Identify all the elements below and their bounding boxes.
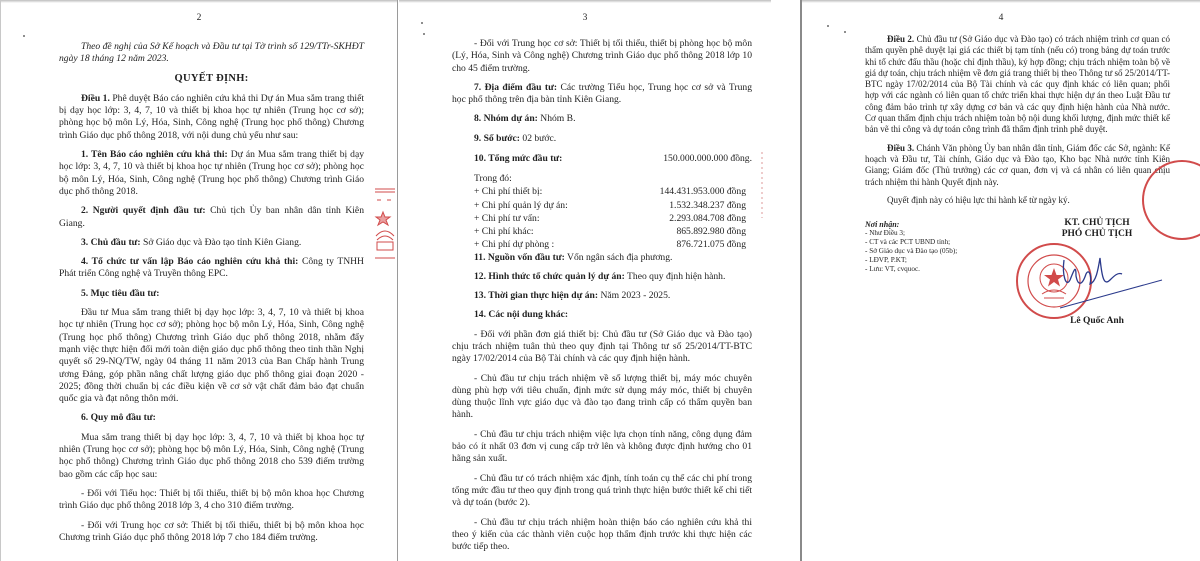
item-4 xyxy=(59,256,364,281)
document-page-2 xyxy=(0,0,398,561)
cost-row xyxy=(452,199,752,212)
total-investment-label: 10. Tổng mức đầu tư: xyxy=(474,153,563,165)
item-3-text: Sở Giáo dục và Đào tạo tỉnh Kiên Giang. xyxy=(143,236,302,248)
item-9-label: 9. Số bước: xyxy=(474,132,520,144)
article-1-text: Phê duyệt Báo cáo nghiên cứu khả thi Dự án Mua sắm trang thiết bị dạy học lớp: 3, 4, 7, 10 và thiết bị khoa học tự nhiên (Trung học cơ sở); phòng học bộ môn Lý, Hóa, Sinh, Công nghệ (Trung học phổ thông) Chương trình Giáo dục phổ thông 2018, với nội dung chủ yếu như sau: xyxy=(59,92,365,141)
item-4-text: Công ty TNHH Phát triển Công nghệ và Truyền thông EPC. xyxy=(59,256,364,280)
cost-value: 144.431.953.000 đồng xyxy=(659,186,746,198)
page-4-body xyxy=(865,34,1170,206)
recipient: - Như Điều 3; xyxy=(865,229,906,237)
item-2-text: Chủ tịch Ủy ban nhân dân tỉnh Kiên Giang. xyxy=(59,205,364,229)
scan-speck xyxy=(844,31,846,33)
cost-value: 865.892.980 đồng xyxy=(676,226,746,238)
item-6-text: Mua sắm trang thiết bị dạy học lớp: 3, 4, 7, 10 và thiết bị khoa học tự nhiên (Trung học cơ sở); phòng học bộ môn Lý, Hóa, Sinh, Công nghệ (Trung học phổ thông) Chương trình Giáo dục phổ thông 2018 cho 539 điểm trường bao gồm các cấp học sau: xyxy=(59,431,364,480)
cost-row xyxy=(452,212,752,225)
item-6-bullet-2: - Đối với Trung học cơ sở: Thiết bị tối thiểu, thiết bị bộ môn khoa học Chương trình Giáo dục phổ thông 2018 lớp 7 cho 184 điểm trường. xyxy=(59,519,364,543)
cost-value: 1.532.348.237 đồng xyxy=(669,199,746,211)
item-8-text: Nhóm B. xyxy=(540,113,576,125)
signer-name: Lê Quốc Anh xyxy=(1070,316,1124,326)
cost-label: + Chi phí tư vấn: xyxy=(474,212,540,224)
item-11 xyxy=(452,252,752,264)
cost-label: + Chi phí dự phòng : xyxy=(474,239,555,251)
page-number: 2 xyxy=(196,13,202,23)
breakdown-intro: Trong đó: xyxy=(474,173,512,185)
recipient: - Lưu: VT, cvquoc. xyxy=(865,265,920,273)
scan-speck xyxy=(23,35,25,37)
article-1 xyxy=(59,93,364,142)
recipients-title: Nơi nhận: xyxy=(865,220,900,229)
scan-speck xyxy=(423,33,425,35)
item-13-text: Năm 2023 - 2025. xyxy=(600,290,671,302)
item-11-text: Vốn ngân sách địa phương. xyxy=(567,251,673,263)
cost-label: + Chi phí quản lý dự án: xyxy=(474,199,568,211)
scan-speck xyxy=(827,25,829,27)
cost-label: + Chi phí khác: xyxy=(474,226,534,238)
effective-clause: Quyết định này có hiệu lực thi hành kể từ ngày ký. xyxy=(887,194,1070,205)
document-page-4 xyxy=(800,0,1200,561)
sign-line-1: KT. CHỦ TỊCH xyxy=(1064,218,1130,228)
document-page-3 xyxy=(399,0,771,561)
article-3-label: Điều 3. xyxy=(887,142,915,153)
item-1-label: 1. Tên Báo cáo nghiên cứu khả thi: xyxy=(81,149,228,161)
decision-heading: QUYẾT ĐỊNH: xyxy=(174,72,249,84)
item-7-text: Các trường Tiểu học, Trung học cơ sở và Trung học phổ thông trên địa bàn tỉnh Kiên Giang. xyxy=(452,81,752,106)
item-13-label: 13. Thời gian thực hiện dự án: xyxy=(474,290,599,302)
item-12-text: Theo quy định hiện hành. xyxy=(627,270,726,282)
article-2 xyxy=(865,34,1170,136)
item-9 xyxy=(452,133,752,145)
page-2-body xyxy=(59,41,364,551)
item-14-bullet: - Chủ đầu tư chịu trách nhiệm việc lựa chọn tính năng, công dụng đảm bảo có ít nhất 03 đơn vị cung cấp trở lên và không được định hướng cho 01 hãng sản xuất. xyxy=(452,428,752,465)
recipients-list xyxy=(865,220,1015,274)
item-12 xyxy=(452,271,752,283)
cost-row xyxy=(452,238,752,251)
article-1-label: Điều 1. xyxy=(81,92,110,104)
item-14-label: 14. Các nội dung khác: xyxy=(474,309,569,321)
cost-row xyxy=(452,185,752,198)
item-14-bullet: - Chủ đầu tư có trách nhiệm xác định, tính toán cụ thể các chi phí trong tổng mức đầu tư theo quy định trong quá trình thực hiện bước thiết kế chi tiết và dự toán (bước 2). xyxy=(452,472,752,509)
page-3-body xyxy=(452,38,752,560)
page-edge-shadow xyxy=(802,0,1200,3)
sign-line-2: PHÓ CHỦ TỊCH xyxy=(1061,229,1133,239)
recipient: - CT và các PCT UBND tỉnh; xyxy=(865,238,951,246)
page-number: 3 xyxy=(582,13,588,23)
cost-value: 876.721.075 đồng xyxy=(676,239,746,251)
item-5-label: 5. Mục tiêu đầu tư: xyxy=(81,287,160,299)
item-7 xyxy=(452,82,752,107)
cost-value: 2.293.084.708 đồng xyxy=(669,212,746,224)
item-8 xyxy=(452,113,752,125)
item-1 xyxy=(59,149,364,198)
item-3 xyxy=(59,237,364,249)
page-margin-annotation-icon xyxy=(759,150,765,220)
page-number: 4 xyxy=(998,13,1004,23)
article-2-text: Chủ đầu tư (Sở Giáo dục và Đào tạo) có trách nhiệm trình cơ quan có thẩm quyền phê duyệt lại giá các thiết bị tạm tính (nếu có) trong bảng dự toán trước khi tổ chức đấu thầu (hoặc chỉ định thầu), ký hợp đồng; chịu trách nhiệm toàn bộ về giá dự toán, chịu trách nhiệm về đơn giá trang thiết bị theo Thông tư số 25/2014/TT-BTC ngày 17/02/2014 của Bộ Tài chính và các quy định khác có liên quan; phối hợp với các ngành có liên quan tổ chức triển khai thực hiện dự án theo Luật Đầu tư công đảm bảo trình tự xây dựng cơ bản và các quy định hiện hành của Nhà nước. Cơ quan thẩm định chịu trách nhiệm toàn bộ nội dung khối lượng, định mức thiết kế bản vẽ thi công và dự toán công trình đã thẩm định trình phê duyệt. xyxy=(865,34,1170,135)
item-7-label: 7. Địa điểm đầu tư: xyxy=(474,81,558,93)
item-2-label: 2. Người quyết định đầu tư: xyxy=(81,205,206,217)
seal-stamp-edge-icon xyxy=(373,186,397,262)
item-5-text: Đầu tư Mua sắm trang thiết bị dạy học lớp: 3, 4, 7, 10 và thiết bị khoa học tự nhiên (Trung học cơ sở); phòng học bộ môn Lý, Hóa, Sinh, Công nghệ (Trung học phổ thông) Chương trình Giáo dục phổ thông 2018, nhằm đẩy mạnh việc thực hiện đổi mới toàn diện giáo dục phổ thông theo tinh thần Nghị quyết số 29-NQ/TW, ngày 04 tháng 11 năm 2013 của Ban Chấp hành Trung ương Đảng, góp phần nâng chất lượng giáo dục phổ thông giai đoạn 2020 - 2025; đồng thời chuẩn bị các điều kiện về cơ sở vật chất đảm bảo đạt chuẩn quốc gia và đạt nông thôn mới. xyxy=(59,307,364,405)
item-14-bullet: - Đối với phần đơn giá thiết bị: Chủ đầu tư (Sở Giáo dục và Đào tạo) chịu trách nhiệm tuân thủ theo quy định tại Thông tư số 25/2014/TT-BTC ngày 17/02/2014 của Bộ Tài chính và các quy định hiện hành. xyxy=(452,328,752,365)
page-gap xyxy=(771,0,800,561)
item-8-label: 8. Nhóm dự án: xyxy=(474,113,538,125)
total-investment-row xyxy=(452,152,752,165)
item-1-text: Dự án Mua sắm trang thiết bị dạy học lớp: 3, 4, 7, 10 và thiết bị khoa học tự nhiên (Trung học cơ sở); phòng học bộ môn Lý, Hóa, Sinh, Công nghệ (Trung học phổ thông) Chương trình Giáo dục phổ thông 2018. xyxy=(59,149,364,197)
signature-icon xyxy=(1052,250,1192,310)
item-11-label: 11. Nguồn vốn đầu tư: xyxy=(474,251,565,263)
item-2 xyxy=(59,205,364,230)
item-3-label: 3. Chủ đầu tư: xyxy=(81,236,141,248)
item-9-text: 02 bước. xyxy=(522,132,557,144)
cost-label: + Chi phí thiết bị: xyxy=(474,186,543,198)
item-12-label: 12. Hình thức tổ chức quản lý dự án: xyxy=(474,270,625,282)
article-2-label: Điều 2. xyxy=(887,34,915,44)
article-3 xyxy=(865,143,1170,188)
item-13 xyxy=(452,290,752,302)
page-edge-shadow xyxy=(1,0,397,3)
recipient: - Sở Giáo dục và Đào tạo (05b); xyxy=(865,247,958,255)
recipient: - LĐVP, P.KT; xyxy=(865,256,907,264)
total-investment-value: 150.000.000.000 đồng. xyxy=(663,153,752,165)
item-14-bullet: - Chủ đầu tư chịu trách nhiệm hoàn thiện báo cáo nghiên cứu khả thi theo ý kiến của các thành viên cuộc họp thẩm định trước khi thực hiện các bước tiếp theo. xyxy=(452,516,752,553)
cost-row xyxy=(452,225,752,238)
preamble: Theo đề nghị của Sở Kế hoạch và Đầu tư tại Tờ trình số 129/TTr-SKHĐT ngày 18 tháng 12 năm 2023. xyxy=(59,41,364,65)
item-4-label: 4. Tổ chức tư vấn lập Báo cáo nghiên cứu khả thi: xyxy=(81,256,299,268)
article-3-text: Chánh Văn phòng Ủy ban nhân dân tỉnh, Giám đốc các Sở, ngành: Kế hoạch và Đầu tư, Tài chính, Giáo dục và Đào tạo, Kho bạc Nhà nước tỉnh Kiên Giang; Giám đốc (Thủ trưởng) các cơ quan, đơn vị và cá nhân có liên quan chịu trách nhiệm thi hành Quyết định này. xyxy=(865,142,1171,187)
page-edge-shadow xyxy=(399,0,771,3)
item-6-bullet-1: - Đối với Tiểu học: Thiết bị tối thiểu, thiết bị bộ môn khoa học Chương trình Giáo dục phổ thông 2018 lớp 3, 4 cho 310 điểm trường. xyxy=(59,487,364,512)
item-6-label: 6. Quy mô đầu tư: xyxy=(81,412,156,424)
bullet-continued: - Đối với Trung học cơ sở: Thiết bị tối thiểu, thiết bị phòng học bộ môn (Lý, Hóa, Sinh và Công nghệ) Chương trình Giáo dục phổ thông 2018 lớp 10 cho 45 điểm trường. xyxy=(452,38,752,74)
item-14-bullet: - Chủ đầu tư chịu trách nhiệm về số lượng thiết bị, máy móc chuyên dùng phù hợp với tiêu chuẩn, định mức sử dụng máy móc, thiết bị chuyên dùng thuộc lĩnh vực giáo dục và đào tạo đang trình cấp có thẩm quyền ban hành. xyxy=(452,372,752,421)
